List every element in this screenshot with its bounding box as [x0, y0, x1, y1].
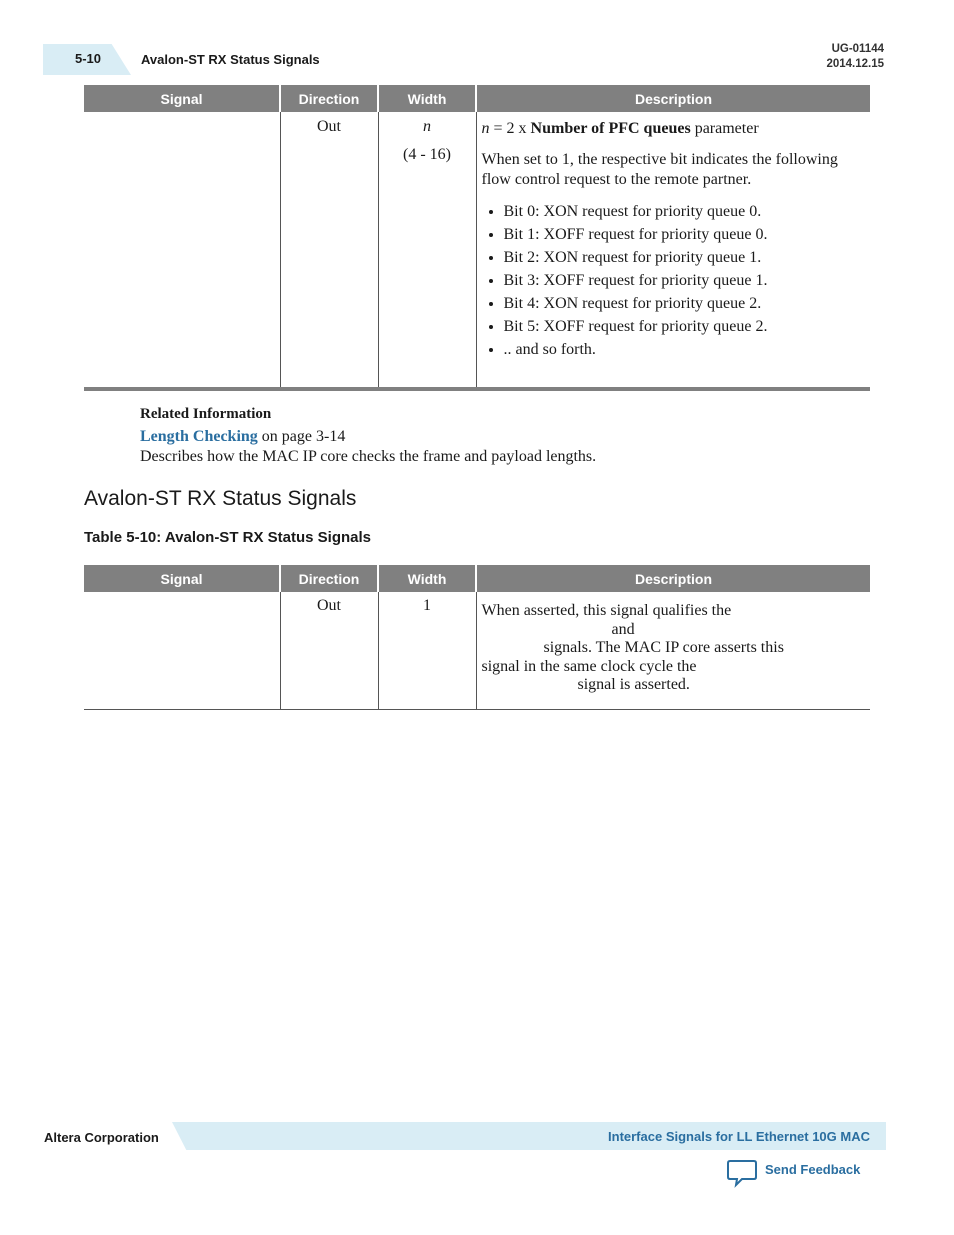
cell-signal: [84, 112, 280, 389]
send-feedback-link[interactable]: Send Feedback: [765, 1162, 861, 1177]
cell-description: [476, 112, 870, 389]
list-item: • .. and so forth.: [504, 338, 865, 361]
desc-paragraph: When set to 1, the respective bit indicates the following flow control request to the remote partner.: [481, 150, 838, 188]
list-item: • Bit 1: XOFF request for priority queue 0.: [504, 223, 865, 246]
related-info-description: Describes how the MAC IP core checks the frame and payload lengths.: [140, 448, 597, 465]
header-signal: Signal: [84, 85, 280, 112]
list-item: • Bit 5: XOFF request for priority queue 2.: [504, 315, 865, 338]
header-description: Description: [476, 565, 870, 592]
table-row: [84, 112, 870, 389]
width-variable: n: [423, 118, 431, 135]
header-signal: Signal: [84, 565, 280, 592]
doc-info: [826, 42, 884, 72]
footer-chapter-title[interactable]: Interface Signals for LL Ethernet 10G MAC: [608, 1129, 870, 1144]
list-item: • Bit 4: XON request for priority queue 2.: [504, 292, 865, 315]
header-description: Description: [476, 85, 870, 112]
desc-line: signal is asserted.: [577, 676, 690, 693]
header-direction: Direction: [280, 565, 378, 592]
doc-date: 2014.12.15: [826, 58, 884, 70]
header-width: Width: [378, 565, 476, 592]
related-info-link-line: [140, 428, 345, 446]
desc-formula: n = 2 x Number of PFC queues parameter: [481, 120, 759, 137]
desc-line: signal in the same clock cycle the: [481, 657, 697, 675]
table-caption: Table 5-10: Avalon-ST RX Status Signals: [84, 529, 372, 546]
doc-id: UG-01144: [831, 43, 884, 55]
table-header-row: [84, 565, 870, 592]
direction-value: Out: [317, 118, 341, 135]
table-header-row: [84, 85, 870, 112]
cell-width: [378, 592, 476, 709]
running-section-title: Avalon-ST RX Status Signals: [141, 52, 320, 67]
link-page-ref: on page 3-14: [257, 428, 346, 445]
list-item: • Bit 0: XON request for priority queue 0.: [504, 200, 865, 223]
desc-line: When asserted, this signal qualifies the: [481, 602, 732, 619]
related-info-heading: Related Information: [140, 406, 272, 422]
desc-line: signals. The MAC IP core asserts this: [543, 639, 784, 656]
cell-direction: [280, 112, 378, 389]
table-row: [84, 592, 870, 709]
desc-line: and: [611, 620, 635, 638]
feedback-speech-bubble-icon[interactable]: [727, 1158, 757, 1188]
bullet-list: [482, 200, 865, 361]
list-item: • Bit 2: XON request for priority queue 1.: [504, 246, 865, 269]
cell-signal: [84, 592, 280, 709]
footer-company: Altera Corporation: [44, 1130, 159, 1145]
length-checking-link[interactable]: Length Checking: [140, 428, 258, 445]
section-heading: Avalon-ST RX Status Signals: [84, 487, 357, 510]
cell-width: [378, 112, 476, 389]
header-width: Width: [378, 85, 476, 112]
direction-value: Out: [317, 597, 341, 614]
cell-description: [476, 592, 870, 709]
rx-status-signals-table: [84, 565, 870, 710]
cell-direction: [280, 592, 378, 709]
width-range: (4 - 16): [403, 146, 451, 163]
header-direction: Direction: [280, 85, 378, 112]
list-item: • Bit 3: XOFF request for priority queue 1.: [504, 269, 865, 292]
width-value: 1: [423, 597, 431, 614]
page-number: 5-10: [75, 51, 102, 66]
signals-table-continued: [84, 85, 870, 391]
